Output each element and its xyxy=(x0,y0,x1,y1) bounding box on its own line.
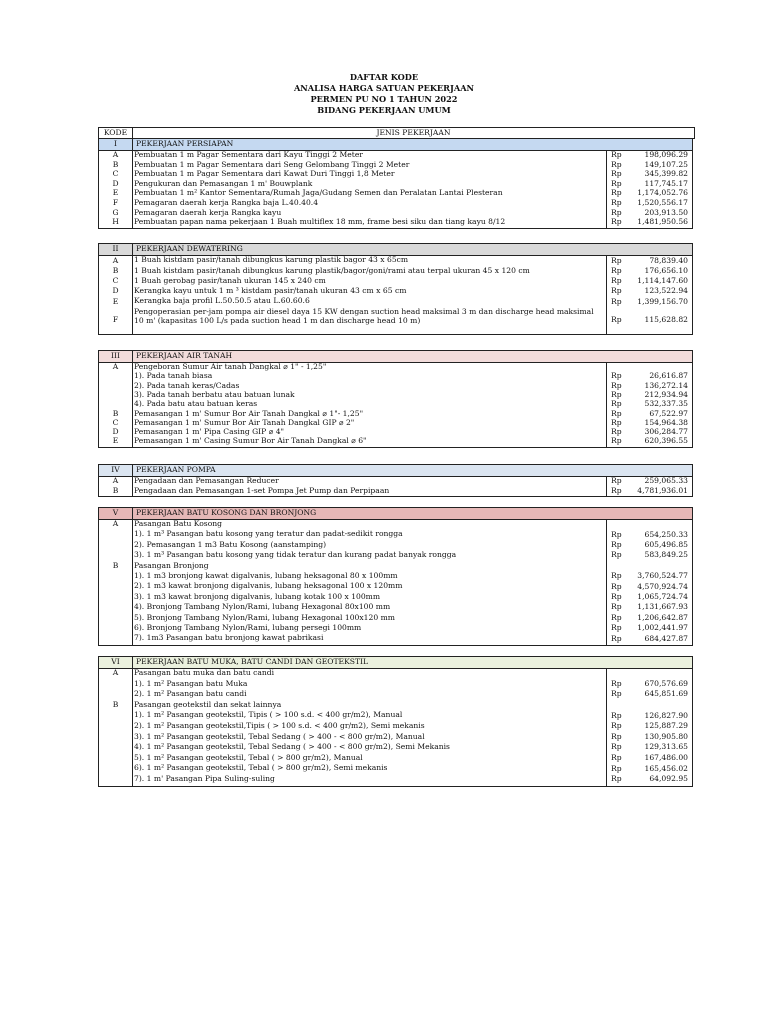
row-value: 259,065.33 xyxy=(644,476,688,485)
row-currency: Rp xyxy=(611,296,622,306)
row-currency: Rp xyxy=(611,623,622,633)
row-description: Pembuatan 1 m Pagar Sementara dari Kayu Tinggi 2 Meter xyxy=(134,150,363,159)
row-currency: Rp xyxy=(611,633,622,643)
row-value: 154,964.38 xyxy=(644,417,688,427)
row-value: 1,065,724.74 xyxy=(637,591,688,601)
row-value: 117,745.17 xyxy=(644,178,688,188)
section-code: III xyxy=(99,351,133,362)
row-currency: Rp xyxy=(611,763,622,773)
row-value: 67,522.97 xyxy=(649,408,688,418)
row-kode: E xyxy=(112,188,119,198)
doc-subtitle-3: BIDANG PEKERJAAN UMUM xyxy=(317,105,451,115)
section-code: IV xyxy=(99,465,133,476)
doc-subtitle-1: ANALISA HARGA SATUAN PEKERJAAN xyxy=(293,83,475,93)
row-description: 1 Buah gerobag pasir/tanah ukuran 145 x 240 cm xyxy=(134,276,326,285)
row-value: 78,839.40 xyxy=(649,255,688,265)
row-currency: Rp xyxy=(611,217,622,227)
row-value: 123,522.94 xyxy=(644,286,688,295)
row-value: 1,131,667.93 xyxy=(637,602,688,612)
row-value: 198,096.29 xyxy=(644,150,688,159)
row-kode: E xyxy=(112,296,119,306)
row-currency: Rp xyxy=(611,731,622,741)
row-description: Pengukuran dan Pemasangan 1 m' Bouwplank xyxy=(134,178,313,188)
row-currency: Rp xyxy=(611,315,622,324)
section-title: PEKERJAAN AIR TANAH xyxy=(136,351,233,360)
row-description: Pembuatan 1 m² Kantor Sementara/Rumah Jaga/Gudang Semen dan Peralatan Lantai Plesteran xyxy=(134,188,503,198)
row-value: 583,849.25 xyxy=(644,550,688,560)
row-kode: B xyxy=(112,266,119,275)
row-description: 3). Pada tanah berbatu atau batuan lunak xyxy=(134,389,295,399)
table-row xyxy=(99,437,692,446)
row-kode: B xyxy=(112,560,119,570)
section-5 xyxy=(98,507,693,646)
row-description: 3). 1 m² Pasangan geotekstil, Tebal Sedang ( > 400 - < 800 gr/m2), Manual xyxy=(134,731,425,741)
row-value: 345,399.82 xyxy=(644,169,688,179)
row-description: 2). Pada tanah keras/Cadas xyxy=(134,380,240,390)
row-description: 2). Pemasangan 1 m3 Batu Kosong (aanstamping) xyxy=(134,539,327,549)
row-currency: Rp xyxy=(611,371,622,381)
row-description: Pasangan Batu Kosong xyxy=(134,519,223,528)
row-currency: Rp xyxy=(611,539,622,549)
row-value: 654,250.33 xyxy=(644,529,688,539)
row-value: 1,206,642.87 xyxy=(637,612,688,622)
row-description: Pemasangan 1 m' Sumur Bor Air Tanah Dangkal ⌀ 1"- 1,25" xyxy=(134,408,364,418)
row-currency: Rp xyxy=(611,689,622,699)
row-currency: Rp xyxy=(611,427,622,437)
row-value: 306,284.77 xyxy=(644,427,688,437)
section-4 xyxy=(98,464,693,497)
row-value: 125,887.29 xyxy=(644,721,688,731)
row-description: Pasangan Bronjong xyxy=(134,560,209,570)
row-value: 126,827.90 xyxy=(644,710,688,720)
row-value: 1,114,147.60 xyxy=(637,276,688,285)
row-description: Kerangka kayu untuk 1 m ³ kistdam pasir/tanah ukuran 43 cm x 65 cm xyxy=(134,286,407,295)
row-currency: Rp xyxy=(611,389,622,399)
row-currency: Rp xyxy=(611,408,622,418)
row-value: 1,399,156.70 xyxy=(637,296,688,306)
row-kode: A xyxy=(112,668,119,678)
row-value: 212,934.94 xyxy=(644,389,688,399)
row-description: 2). 1 m3 kawat bronjong digalvanis, lubang heksagonal 100 x 120mm xyxy=(134,581,403,591)
row-currency: Rp xyxy=(611,198,622,207)
row-currency: Rp xyxy=(611,188,622,198)
row-kode: F xyxy=(112,198,119,207)
row-value: 26,616.87 xyxy=(649,371,688,381)
row-description: 7). 1 m' Pasangan Pipa Suling-suling xyxy=(134,774,275,783)
column-kode: KODE xyxy=(99,128,133,138)
row-value: 620,396.55 xyxy=(644,436,688,446)
table-row xyxy=(99,218,692,228)
section-code: I xyxy=(99,139,133,150)
row-currency: Rp xyxy=(611,721,622,731)
row-description: 1 Buah kistdam pasir/tanah dibungkus karung plastik bagor 43 x 65cm xyxy=(134,255,409,264)
row-value: 129,313.65 xyxy=(644,742,688,752)
row-currency: Rp xyxy=(611,169,622,179)
row-currency: Rp xyxy=(611,276,622,285)
row-value: 645,851.69 xyxy=(644,689,688,699)
row-description: 6). 1 m² Pasangan geotekstil, Tebal ( > 800 gr/m2), Semi mekanis xyxy=(134,763,388,773)
row-kode: G xyxy=(112,207,119,217)
row-currency: Rp xyxy=(611,742,622,752)
row-description: Pasangan batu muka dan batu candi xyxy=(134,668,275,677)
row-value: 605,496.85 xyxy=(644,539,688,549)
row-description: 4). 1 m² Pasangan geotekstil, Tebal Sedang ( > 400 - < 800 gr/m2), Semi Mekanis xyxy=(134,742,450,752)
row-currency: Rp xyxy=(611,436,622,446)
row-kode: C xyxy=(112,417,119,427)
row-description: 5). Bronjong Tambang Nylon/Rami, lubang Hexagonal 100x120 mm xyxy=(134,612,395,622)
row-value: 532,337.35 xyxy=(644,399,688,409)
row-description: Pengeboran Sumur Air tanah Dangkal ⌀ 1" - 1,25" xyxy=(134,362,327,371)
row-description: 3). 1 m3 kawat bronjong digalvanis, lubang kotak 100 x 100mm xyxy=(134,591,381,601)
section-2 xyxy=(98,243,693,335)
row-value: 4,781,936.01 xyxy=(637,485,688,495)
row-kode: C xyxy=(112,276,119,285)
row-value: 1,002,441.97 xyxy=(637,623,688,633)
row-description: 1). 1 m² Pasangan batu Muka xyxy=(134,678,248,688)
row-currency: Rp xyxy=(611,266,622,275)
row-description: Pembuatan papan nama pekerjaan 1 Buah multiflex 18 mm, frame besi siku dan tiang kayu 8/12 xyxy=(134,217,506,227)
section-code: V xyxy=(99,508,133,519)
row-value: 149,107.25 xyxy=(644,159,688,169)
row-currency: Rp xyxy=(611,150,622,159)
section-title: PEKERJAAN DEWATERING xyxy=(136,244,243,253)
row-currency: Rp xyxy=(611,159,622,169)
row-kode: D xyxy=(112,427,119,437)
section-1 xyxy=(98,138,693,229)
row-kode: A xyxy=(112,362,119,371)
row-value: 130,905.80 xyxy=(644,731,688,741)
row-currency: Rp xyxy=(611,529,622,539)
row-value: 1,481,950.56 xyxy=(637,217,688,227)
section-code: II xyxy=(99,244,133,255)
row-currency: Rp xyxy=(611,476,622,485)
row-description: Pasangan geotekstil dan sekat lainnya xyxy=(134,699,282,709)
row-kode: D xyxy=(112,178,119,188)
row-kode: B xyxy=(112,700,119,710)
row-description: Pengadaan dan Pemasangan 1-set Pompa Jet Pump dan Perpipaan xyxy=(134,485,390,495)
row-description: Kerangka baja profil L.50.50.5 atau L.60.60.6 xyxy=(134,296,310,305)
row-value: 64,092.95 xyxy=(649,774,688,784)
row-description: Pemasangan 1 m' Pipa Casing GIP ⌀ 4" xyxy=(134,427,285,437)
doc-title: DAFTAR KODE xyxy=(349,72,419,82)
row-value: 165,456.02 xyxy=(644,763,688,773)
row-value: 1,520,556.17 xyxy=(637,198,688,207)
row-value: 203,913.50 xyxy=(644,207,688,217)
table-row xyxy=(99,775,692,786)
row-description: Pemasangan 1 m' Sumur Bor Air Tanah Dangkal GIP ⌀ 2" xyxy=(134,417,355,427)
row-kode: A xyxy=(112,150,119,159)
row-description: Pemasangan 1 m' Casing Sumur Bor Air Tanah Dangkal ⌀ 6" xyxy=(134,436,367,446)
row-currency: Rp xyxy=(611,178,622,188)
row-kode: B xyxy=(112,159,119,169)
row-kode: E xyxy=(112,436,119,446)
row-description: 5). 1 m² Pasangan geotekstil, Tebal ( > 800 gr/m2), Manual xyxy=(134,752,363,762)
row-currency: Rp xyxy=(611,207,622,217)
row-value: 167,486.00 xyxy=(644,753,688,763)
section-title: PEKERJAAN PERSIAPAN xyxy=(136,139,234,148)
section-6 xyxy=(98,656,693,787)
row-description: 2). 1 m² Pasangan batu candi xyxy=(134,689,247,699)
row-description: 1 Buah kistdam pasir/tanah dibungkus karung plastik/bagor/goni/rami atau terpal ukuran 45 x 120 cm xyxy=(134,266,530,275)
row-kode: A xyxy=(112,255,119,265)
row-currency: Rp xyxy=(611,710,622,720)
row-description: 1). 1 m³ Pasangan batu kosong yang teratur dan padat-sedikit rongga xyxy=(134,529,403,539)
row-currency: Rp xyxy=(611,286,622,295)
row-description: 2). 1 m² Pasangan geotekstil,Tipis ( > 100 s.d. < 400 gr/m2), Semi mekanis xyxy=(134,721,425,730)
row-value: 115,628.82 xyxy=(644,315,688,324)
column-jenis: JENIS PEKERJAAN xyxy=(376,128,451,137)
row-description: Pengadaan dan Pemasangan Reducer xyxy=(134,476,279,485)
row-currency: Rp xyxy=(611,602,622,612)
row-currency: Rp xyxy=(611,380,622,390)
row-description: Pengoperasian per-jam pompa air diesel daya 15 KW dengan suction head maksimal 3 m dan discharge head maksimal 10 m' (kapasitas 100 L/s pada suction head 1 m dan discharge head 10 m) xyxy=(134,307,594,325)
table-row xyxy=(99,308,692,334)
row-kode: A xyxy=(112,476,119,485)
row-currency: Rp xyxy=(611,417,622,427)
row-kode: B xyxy=(112,485,119,495)
row-value: 684,427.87 xyxy=(644,633,688,643)
section-code: VI xyxy=(99,657,133,668)
row-kode: C xyxy=(112,169,119,179)
row-currency: Rp xyxy=(611,612,622,622)
row-kode: D xyxy=(112,286,119,295)
row-description: Pemagaran daerah kerja Rangka baja L.40.40.4 xyxy=(134,198,319,207)
table-row xyxy=(99,722,692,733)
row-currency: Rp xyxy=(611,571,622,581)
row-currency: Rp xyxy=(611,399,622,409)
section-title: PEKERJAAN BATU MUKA, BATU CANDI DAN GEOTEKSTIL xyxy=(136,657,369,666)
section-3 xyxy=(98,350,693,448)
row-value: 670,576.69 xyxy=(644,678,688,688)
row-kode: F xyxy=(112,315,119,324)
doc-subtitle-2: PERMEN PU NO 1 TAHUN 2022 xyxy=(310,94,458,104)
row-currency: Rp xyxy=(611,591,622,601)
table-row xyxy=(99,634,692,644)
row-value: 3,760,524.77 xyxy=(637,571,688,581)
row-currency: Rp xyxy=(611,753,622,763)
row-description: 7). 1m3 Pasangan batu bronjong kawat pabrikasi xyxy=(134,633,324,643)
row-kode: A xyxy=(112,519,119,529)
document-header xyxy=(0,72,768,116)
table-row xyxy=(99,487,692,497)
row-currency: Rp xyxy=(611,255,622,265)
section-title: PEKERJAAN POMPA xyxy=(136,465,216,474)
row-description: 4). Pada batu atau batuan keras xyxy=(134,399,258,409)
row-currency: Rp xyxy=(611,485,622,495)
row-description: 1). 1 m² Pasangan geotekstil, Tipis ( > 100 s.d. < 400 gr/m2), Manual xyxy=(134,710,403,720)
row-description: 4). Bronjong Tambang Nylon/Rami, lubang Hexagonal 80x100 mm xyxy=(134,602,391,612)
row-description: 1). 1 m3 bronjong kawat digalvanis, lubang heksagonal 80 x 100mm xyxy=(134,571,398,580)
row-description: Pembuatan 1 m Pagar Sementara dari Seng Gelombang Tinggi 2 Meter xyxy=(134,159,410,169)
row-value: 176,656.10 xyxy=(644,266,688,275)
row-currency: Rp xyxy=(611,581,622,591)
row-value: 4,570,924.74 xyxy=(637,581,688,591)
row-value: 1,174,052.76 xyxy=(637,188,688,198)
row-description: 3). 1 m³ Pasangan batu kosong yang tidak teratur dan kurang padat banyak rongga xyxy=(134,550,457,560)
row-currency: Rp xyxy=(611,678,622,688)
row-description: Pemagaran daerah kerja Rangka kayu xyxy=(134,207,282,217)
section-title: PEKERJAAN BATU KOSONG DAN BRONJONG xyxy=(136,508,317,517)
row-kode: B xyxy=(112,408,119,418)
row-kode: H xyxy=(112,217,119,227)
row-description: Pembuatan 1 m Pagar Sementara dari Kawat Duri Tinggi 1,8 Meter xyxy=(134,169,395,179)
row-currency: Rp xyxy=(611,774,622,784)
row-description: 1). Pada tanah biasa xyxy=(134,371,213,381)
row-description: 6). Bronjong Tambang Nylon/Rami, lubang persegi 100mm xyxy=(134,623,362,632)
row-currency: Rp xyxy=(611,550,622,560)
table-row xyxy=(99,669,692,680)
row-value: 136,272.14 xyxy=(644,380,688,390)
